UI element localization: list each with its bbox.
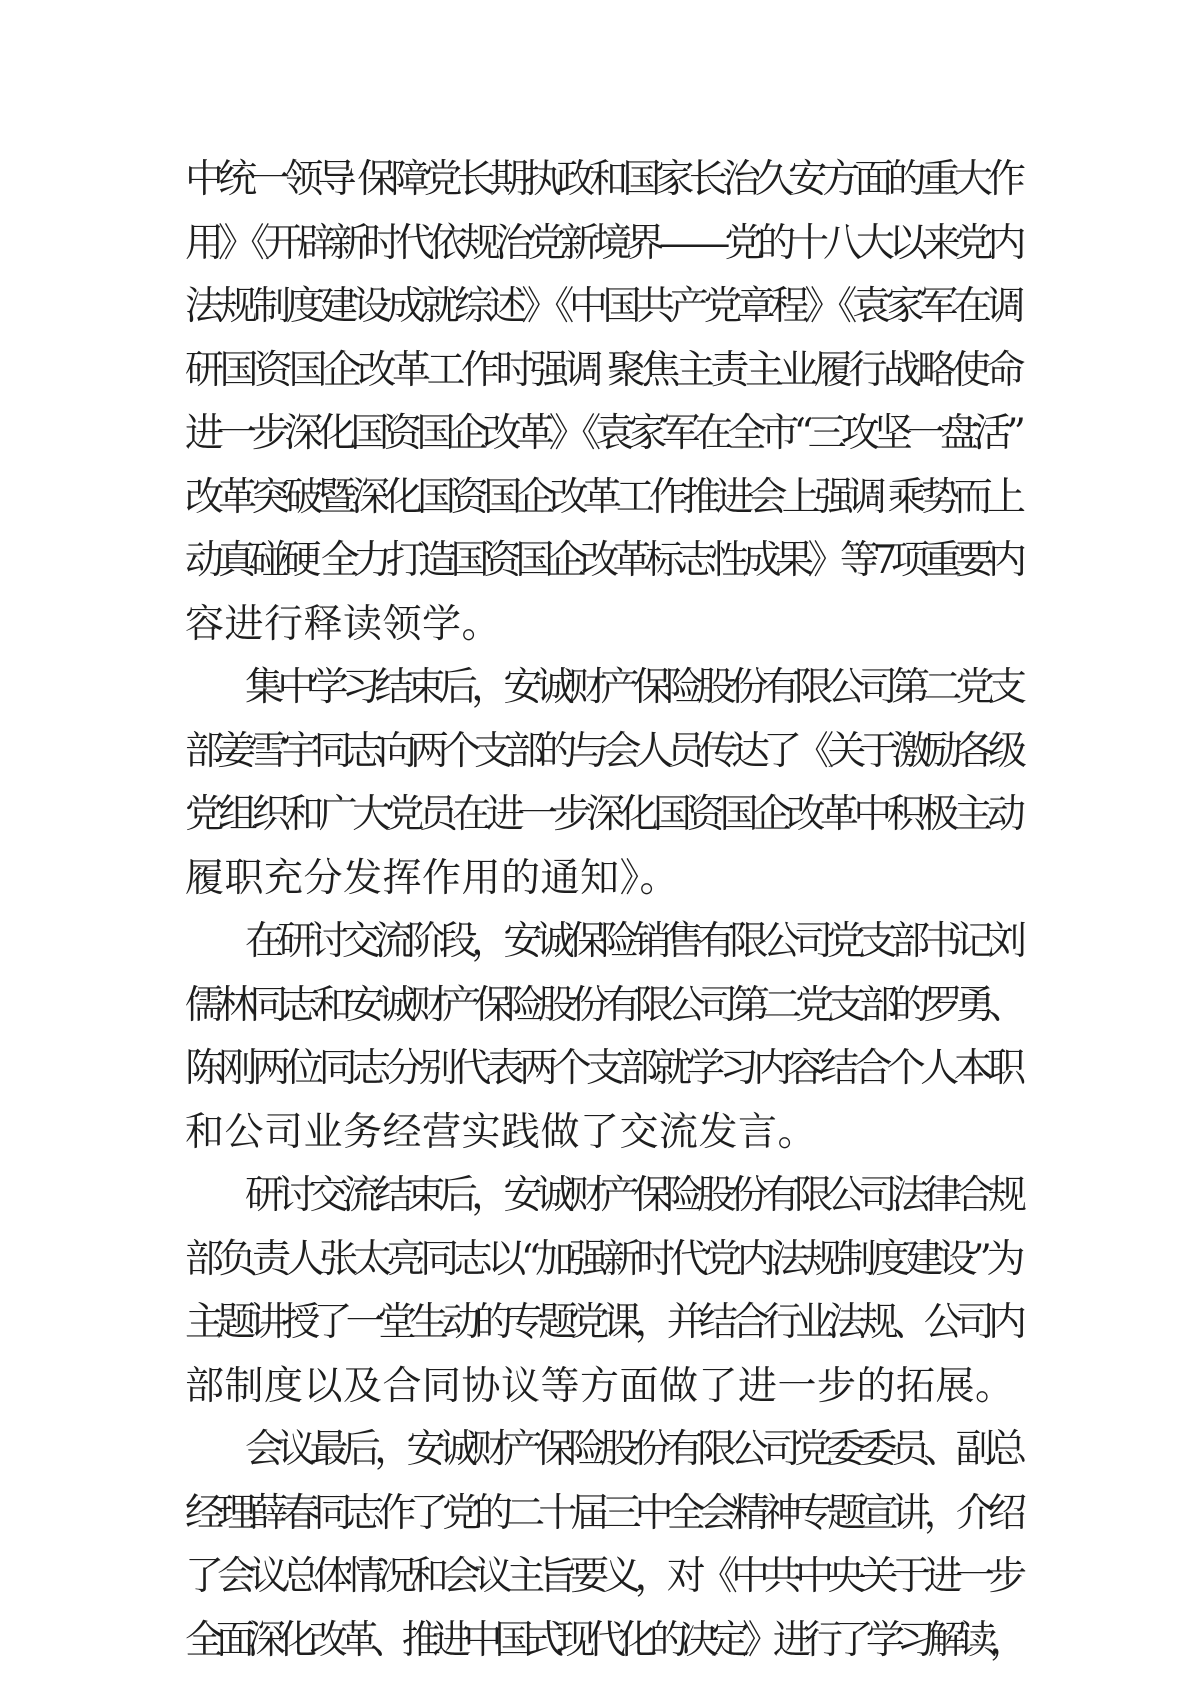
text-line: 研讨交流结束后，安诚财产保险股份有限公司法律合规 <box>245 1173 1020 1218</box>
text-line: 在研讨交流阶段，安诚保险销售有限公司党支部书记刘 <box>245 919 1020 964</box>
body-text <box>185 148 1020 1672</box>
text-line: 部负责人张太亮同志以“加强新时代党内法规制度建设”为 <box>185 1236 1020 1282</box>
text-line: 用》《开辟新时代依规治党新境界——党的十八大以来党内 <box>185 220 1020 266</box>
text-line: 党组织和广大党员在进一步深化国资国企改革中积极主动 <box>185 792 1020 837</box>
text-line: 改革突破暨深化国资国企改革工作推进会上强调 乘势而上 <box>185 474 1020 520</box>
text-line: 进一步深化国资国企改革》《袁家军在全市“三攻坚一盘活” <box>185 411 1020 456</box>
text-line: 部制度以及合同协议等方面做了进一步的拓展。 <box>185 1363 1015 1409</box>
text-line: 全面深化改革、推进中国式现代化的决定》进行了学习解读， <box>185 1617 1020 1663</box>
text-line: 会议最后，安诚财产保险股份有限公司党委委员、副总 <box>245 1427 1020 1472</box>
text-line: 履职充分发挥作用的通知》。 <box>185 855 680 901</box>
text-line: 了会议总体情况和会议主旨要义，对《中共中央关于进一步 <box>185 1554 1020 1599</box>
text-line: 儒林同志和安诚财产保险股份有限公司第二党支部的罗勇、 <box>185 982 1020 1028</box>
text-line: 容进行释读领学。 <box>185 601 502 647</box>
text-line: 动真碰硬 全力打造国资国企改革标志性成果》等7项重要内 <box>185 538 1020 583</box>
text-line: 中统一领导 保障党长期执政和国家长治久安方面的重大作 <box>185 157 1020 202</box>
text-line: 和公司业务经营实践做了交流发言。 <box>185 1109 818 1155</box>
text-line: 经理薛春同志作了党的二十届三中全会精神专题宣讲，介绍 <box>185 1490 1020 1536</box>
text-line: 集中学习结束后，安诚财产保险股份有限公司第二党支 <box>245 665 1020 710</box>
text-line: 陈刚两位同志分别代表两个支部就学习内容结合个人本职 <box>185 1046 1020 1091</box>
text-line: 研国资国企改革工作时强调 聚焦主责主业履行战略使命 <box>185 347 1021 393</box>
text-line: 法规制度建设成就综述》《中国共产党章程》《袁家军在调 <box>185 284 1020 329</box>
text-line: 部姜雪宇同志向两个支部的与会人员传达了《关于激励各级 <box>185 728 1020 774</box>
text-line: 主题讲授了一堂生动的专题党课，并结合行业法规、公司内 <box>185 1300 1020 1345</box>
